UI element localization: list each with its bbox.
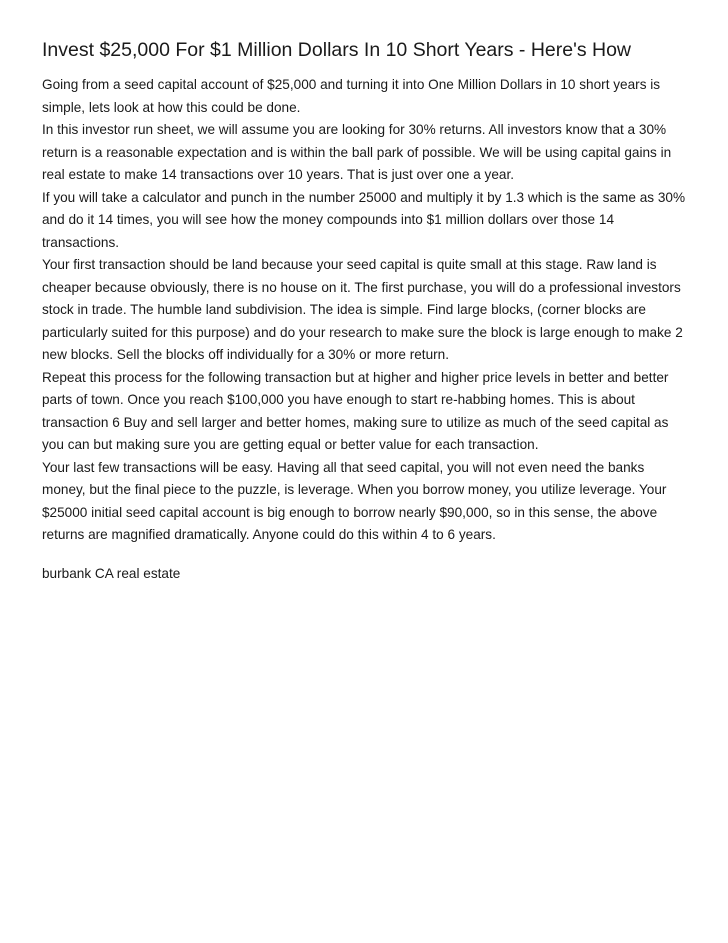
paragraph: Going from a seed capital account of $25,000 and turning it into One Million Dollars in 10 short years is simple, lets look at how this could be done.	[42, 77, 661, 115]
paragraph: In this investor run sheet, we will assume you are looking for 30% returns. All investors know that a 30% return is a reasonable expectation and is within the ball park of possible. We will be using capital gains in real estate to make 14 transactions over 10 years. That is just over one a year.	[42, 122, 672, 182]
paragraph: If you will take a calculator and punch in the number 25000 and multiply it by 1.3 which is the same as 30% and do it 14 times, you will see how the money compounds into $1 million dollars over those 14 transactions.	[42, 189, 686, 250]
paragraph: Your first transaction should be land because your seed capital is quite small at this stage. Raw land is cheaper because obviously, there is no house on it. The first purchase, you will do a professional investors stock in trade. The humble land subdivision. The idea is simple. Find large blocks, (corner blocks are particularly suited for this purpose) and do your research to make sure the block is large enough to make 2 new blocks. Sell the blocks off individually for a 30% or more return.	[42, 257, 683, 362]
document-title: Invest $25,000 For $1 Million Dollars In 10 Short Years - Here's How	[42, 39, 632, 61]
paragraph: Your last few transactions will be easy. Having all that seed capital, you will not even need the banks money, but the final piece to the puzzle, is leverage. When you borrow money, you utilize leverage. Your $25000 initial seed capital account is big enough to borrow nearly $90,000, so in this sense, the above returns are magnified dramatically. Anyone could do this within 4 to 6 years.	[42, 459, 667, 542]
document-page	[42, 38, 688, 585]
paragraph: Repeat this process for the following transaction but at higher and higher price levels in better and better parts of town. Once you reach $100,000 you have enough to start re-habbing homes. This is about transaction 6 Buy and sell larger and better homes, making sure to utilize as much of the seed capital as you can but making sure you are getting equal or better value for each transaction.	[42, 369, 669, 452]
footer-link[interactable]: burbank CA real estate	[42, 565, 181, 581]
